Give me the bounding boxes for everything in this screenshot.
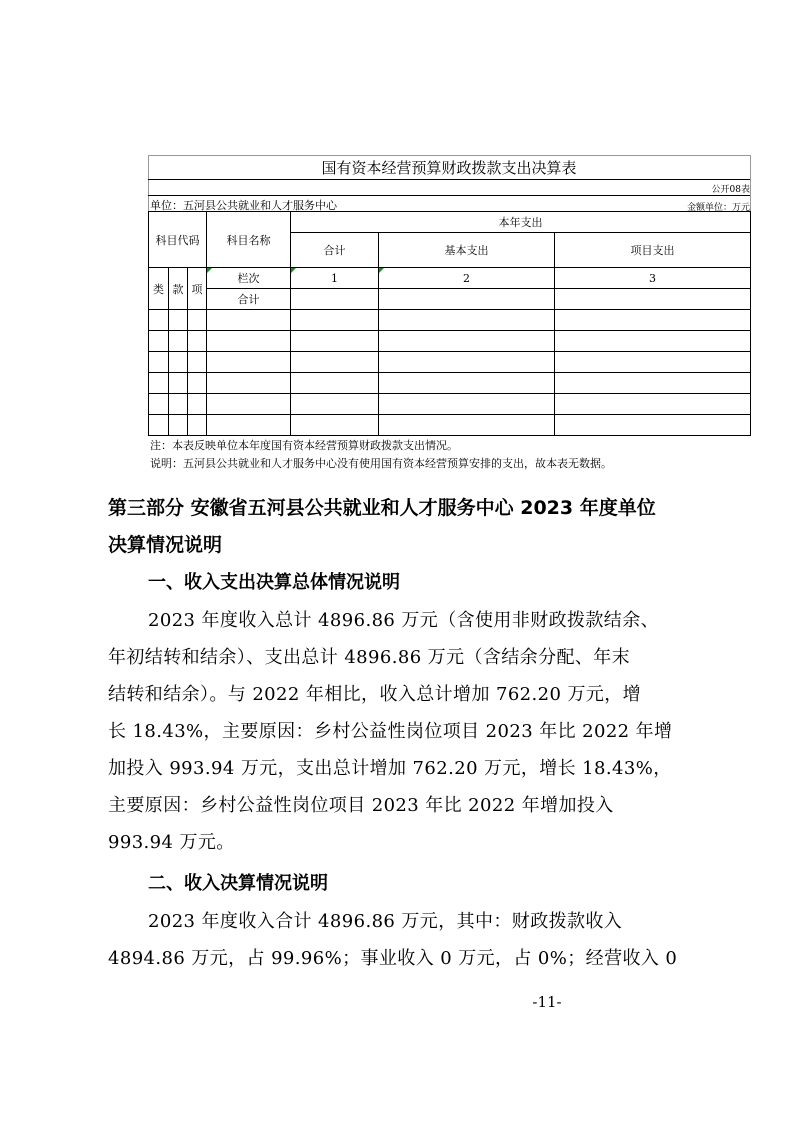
- table-row: [149, 331, 751, 352]
- expenditure-table: [148, 211, 751, 436]
- header-basic: 基本支出: [379, 233, 555, 268]
- paragraph-line: 加投入 993.94 万元，支出总计增加 762.20 万元，增长 18.43%，: [108, 758, 672, 779]
- paragraph-line: 结转和结余）。与 2022 年相比，收入总计增加 762.20 万元，增: [108, 684, 642, 705]
- col-number-3: 3: [555, 268, 751, 289]
- section2-title: 二、收入决算情况说明: [148, 873, 328, 894]
- header-xiang: 项: [188, 268, 207, 310]
- title-rule: [148, 179, 750, 180]
- table-title: 国有资本经营预算财政拨款支出决算表: [321, 159, 577, 177]
- col-number-1: 1: [291, 268, 379, 289]
- row-total-label: 合计: [207, 289, 291, 310]
- paragraph-line: 年初结转和结余）、支出总计 4896.86 万元（含结余分配、年末: [108, 647, 631, 668]
- table-row: [149, 394, 751, 415]
- paragraph-line: 4894.86 万元，占 99.96%；事业收入 0 万元，占 0%；经营收入 0: [108, 948, 678, 969]
- table-note: 注：本表反映单位本年度国有资本经营预算财政拨款支出情况。: [150, 439, 458, 452]
- table-cell: [291, 289, 379, 310]
- part-title-line1: 第三部分 安徽省五河县公共就业和人才服务中心 2023 年度单位: [108, 497, 656, 519]
- row-lanci-label: 栏次: [207, 268, 291, 289]
- table-row: [149, 415, 751, 436]
- paragraph-line: 993.94 万元。: [108, 832, 235, 853]
- table-cell: [555, 289, 751, 310]
- table-explanation: 说明：五河县公共就业和人才服务中心没有使用国有资本经营预算安排的支出，故本表无数据。: [150, 457, 612, 470]
- header-lei: 类: [149, 268, 169, 310]
- header-kuan: 款: [169, 268, 188, 310]
- code-rule: [148, 195, 750, 196]
- section1-title: 一、收入支出决算总体情况说明: [148, 572, 400, 593]
- header-subject-code: 科目代码: [149, 212, 207, 268]
- col-number-2: 2: [379, 268, 555, 289]
- table-row: [149, 373, 751, 394]
- header-subject-name: 科目名称: [207, 212, 291, 268]
- paragraph-line: 主要原因：乡村公益性岗位项目 2023 年比 2022 年增加投入: [108, 795, 614, 816]
- money-unit-label: 金额单位：万元: [686, 203, 750, 213]
- paragraph-line: 2023 年度收入总计 4896.86 万元（含使用非财政拨款结余、: [148, 610, 660, 631]
- header-this-year: 本年支出: [291, 212, 751, 233]
- table-row: [149, 310, 751, 331]
- paragraph-line: 长 18.43%，主要原因：乡村公益性岗位项目 2023 年比 2022 年增: [108, 721, 673, 742]
- header-total: 合计: [291, 233, 379, 268]
- paragraph-line: 2023 年度收入合计 4896.86 万元，其中：财政拨款收入: [148, 911, 623, 932]
- header-project: 项目支出: [555, 233, 751, 268]
- table-row: [149, 352, 751, 373]
- unit-label: 单位：五河县公共就业和人才服务中心: [150, 199, 337, 212]
- page-number: -11-: [532, 993, 562, 1011]
- table-code: 公开08表: [711, 185, 750, 195]
- part-title-line2: 决算情况说明: [108, 534, 223, 556]
- table-cell: [379, 289, 555, 310]
